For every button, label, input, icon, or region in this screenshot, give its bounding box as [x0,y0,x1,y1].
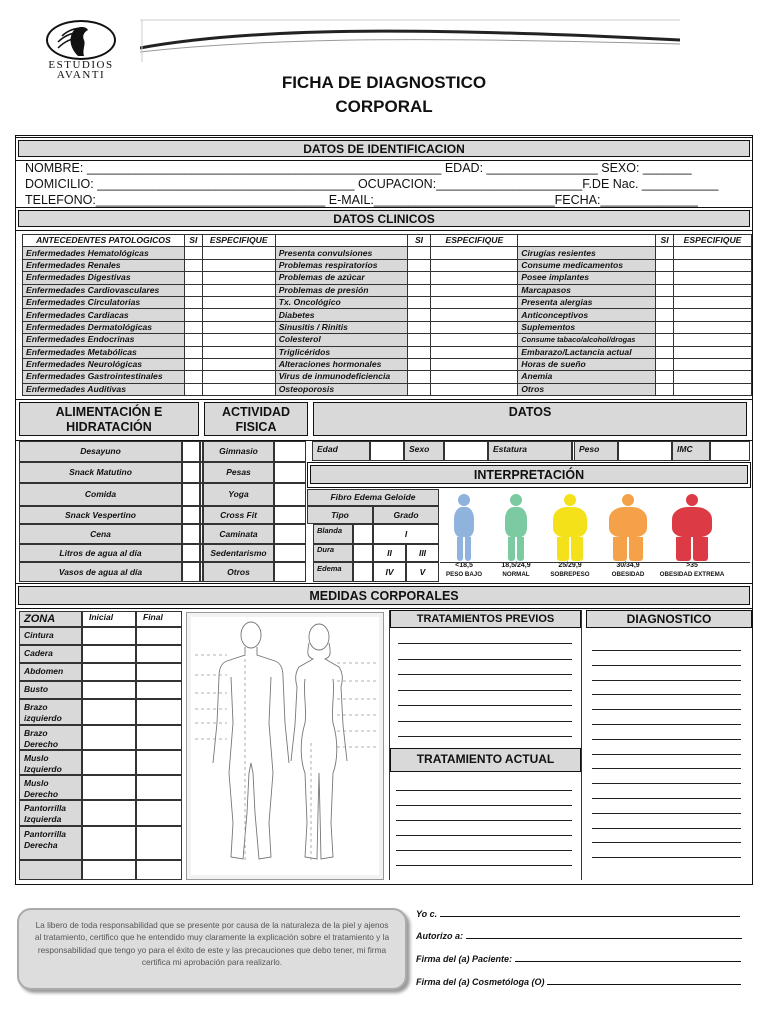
especifique-field[interactable] [431,259,518,271]
alimentacion-item: Cena [19,524,182,544]
alimentacion-check[interactable] [182,441,200,462]
identificacion-header: DATOS DE IDENTIFICACION [18,140,750,157]
tipo-label: Dura [313,544,353,562]
actividad-item: Sedentarismo [203,544,274,562]
si-checkbox[interactable] [407,284,431,296]
actividad-item: Pesas [203,462,274,483]
datos-header: DATOS [313,402,747,436]
actividad-check[interactable] [274,544,306,562]
especifique-field[interactable] [202,309,275,321]
alimentacion-check[interactable] [182,462,200,483]
datos-imc-label: IMC [672,441,710,461]
condition-label: Problemas de azúcar [275,272,407,284]
condition-label: Otros [518,383,656,395]
especifique-field[interactable] [674,358,752,370]
bmi-figure-icon [553,494,587,562]
especifique-field[interactable] [202,284,275,296]
condition-label: Consume medicamentos [518,259,656,271]
condition-label: Virus de inmunodeficiencia [275,371,407,383]
inicial-field[interactable] [82,645,136,663]
interpretacion-header-wrap [307,462,751,488]
zona-label: Cadera [19,645,82,663]
telefono-field[interactable]: TELEFONO:_________________________________ E-MAIL:__________________________FECHA:______________ [25,193,698,207]
si-checkbox[interactable] [656,383,674,395]
writing-line[interactable] [592,739,741,740]
yo-label: Yo c. [416,909,438,919]
diagnostico-header: DIAGNOSTICO [586,610,752,628]
especifique-field[interactable] [202,358,275,370]
final-field[interactable] [136,826,182,860]
condition-label: Enfermedades Neurológicas [23,358,185,370]
si-checkbox[interactable] [656,272,674,284]
especifique-field[interactable] [674,259,752,271]
yo-field[interactable] [416,908,740,919]
condition-label: Diabetes [275,309,407,321]
tratamientos-previos-header: TRATAMIENTOS PREVIOS [390,610,581,628]
writing-line[interactable] [592,828,741,829]
especifique-field[interactable] [431,346,518,358]
col3-header [518,235,656,247]
especifique-header: ESPECIFIQUE [431,235,518,247]
fnac-label: F.DE Nac. [582,177,639,191]
clinicos-header: DATOS CLINICOS [18,210,750,227]
condition-label: Marcapasos [518,284,656,296]
writing-line[interactable] [396,850,572,851]
final-header: Final [136,611,182,627]
especifique-header: ESPECIFIQUE [674,235,752,247]
si-checkbox[interactable] [184,371,202,383]
si-checkbox[interactable] [407,296,431,308]
condition-label: Enfermedades Gastrointestinales [23,371,185,383]
final-field[interactable] [136,663,182,681]
medidas-header-wrap [15,583,753,609]
consent-text: La libero de toda responsabilidad que se presente por causa de la naturaleza de la piel y ajenos al tratamiento, certifico que he entendido muy claramente la explicación sobre el tratamiento y la responsabilidad que tengo yo para el éxito de este y las precauciones que debo tener, mi firma certifica mi aprobación para realizarlo. [17,908,407,990]
zona-label: Pantorrilla Izquierda [19,800,82,826]
nombre-label: NOMBRE: [25,161,84,175]
writing-line[interactable] [592,813,741,814]
actividad-check[interactable] [274,562,306,582]
bmi-figure-icon [672,494,712,562]
zona-label: Abdomen [19,663,82,681]
alimentacion-item: Snack Matutino [19,462,182,483]
si-checkbox[interactable] [184,321,202,333]
writing-line[interactable] [398,674,572,675]
datos-value-field[interactable] [370,441,404,461]
final-field[interactable] [136,750,182,775]
si-checkbox[interactable] [407,346,431,358]
condition-label: Alteraciones hormonales [275,358,407,370]
writing-line[interactable] [592,798,741,799]
bmi-range: 18,5/24,9 [501,562,531,569]
si-checkbox[interactable] [184,358,202,370]
si-checkbox[interactable] [656,247,674,259]
si-checkbox[interactable] [184,272,202,284]
especifique-field[interactable] [674,321,752,333]
especifique-field[interactable] [431,272,518,284]
alimentacion-check[interactable] [182,524,200,544]
inicial-field[interactable] [82,750,136,775]
condition-label: Problemas respiratorios [275,259,407,271]
zona-header: ZONA [19,611,82,627]
bmi-range: 25/29,9 [558,562,582,569]
si-checkbox[interactable] [656,334,674,346]
bmi-range: >35 [686,562,698,569]
col2-header [275,235,407,247]
si-checkbox[interactable] [184,296,202,308]
domicilio-label: DOMICILIO: [25,177,94,191]
brand-name-line2: AVANTI [56,69,106,81]
alimentacion-item: Comida [19,483,182,506]
tipo-label: Blanda [313,524,353,544]
bmi-label: OBESIDAD EXTREMA [659,571,725,578]
grado-III[interactable]: III [406,544,439,562]
condition-label: Osteoporosis [275,383,407,395]
especifique-field[interactable] [674,309,752,321]
writing-line[interactable] [592,754,741,755]
especifique-field[interactable] [674,346,752,358]
edad-label: EDAD: [444,161,484,175]
actividad-check[interactable] [274,524,306,544]
bmi-figure-icon [505,494,527,562]
zona-label: Cintura [19,627,82,645]
final-field[interactable] [136,725,182,750]
datos-estatura-label: Estatura [488,441,572,461]
tipo-label: Edema [313,562,353,582]
writing-line[interactable] [592,842,741,843]
clinicos-table [22,234,752,396]
writing-line[interactable] [398,659,572,660]
condition-label: Consume tabaco/alcohol/drogas [518,334,656,346]
especifique-field[interactable] [674,371,752,383]
condition-label: Embarazo/Lactancia actual [518,346,656,358]
final-field[interactable] [136,800,182,826]
inicial-field[interactable] [82,699,136,725]
especifique-header: ESPECIFIQUE [202,235,275,247]
especifique-field[interactable] [674,383,752,395]
si-checkbox[interactable] [407,371,431,383]
grado-header: Grado [373,506,439,524]
datos-peso-label: Peso [574,441,618,461]
writing-line[interactable] [592,857,741,858]
sexo-label: SEXO: [601,161,640,175]
si-checkbox[interactable] [407,334,431,346]
si-checkbox[interactable] [656,371,674,383]
inicial-field[interactable] [82,775,136,800]
si-header: SI [184,235,202,247]
face-profile-icon [48,22,114,60]
writing-line[interactable] [398,643,572,644]
writing-line[interactable] [398,721,572,722]
writing-line[interactable] [398,690,572,691]
especifique-field[interactable] [202,334,275,346]
bmi-range: 30/34,9 [616,562,640,569]
bmi-label: SOBREPESO [550,571,590,578]
datos-value-field[interactable] [618,441,672,461]
zona-label: Pantorrilla Derecha [19,826,82,860]
autorizo-field[interactable] [416,930,742,941]
fibro-edema-label: Fibro Edema Geloide [307,489,439,506]
tipo-check[interactable] [353,562,373,582]
tipo-check[interactable] [353,524,373,544]
especifique-field[interactable] [202,383,275,395]
nombre-field[interactable]: NOMBRE: ___________________________________________________ EDAD: ________________ SEXO: _______ [25,161,692,175]
especifique-field[interactable] [431,383,518,395]
grado-V[interactable]: V [406,562,439,582]
si-checkbox[interactable] [656,321,674,333]
interpretacion-header: INTERPRETACIÓN [310,465,748,484]
writing-line[interactable] [396,820,572,821]
si-checkbox[interactable] [184,383,202,395]
condition-label: Enfermedades Endocrinas [23,334,185,346]
final-field[interactable] [136,860,182,880]
zona-label: Muslo Derecho [19,775,82,800]
especifique-field[interactable] [431,358,518,370]
final-field[interactable] [136,627,182,645]
inicial-field[interactable] [82,681,136,699]
datos-edad-label: Edad [312,441,370,461]
inicial-field[interactable] [82,725,136,750]
inicial-field[interactable] [82,826,136,860]
inicial-field[interactable] [82,860,136,880]
actividad-item: Otros [203,562,274,582]
condition-label: Enfermedades Renales [23,259,185,271]
especifique-field[interactable] [674,284,752,296]
si-checkbox[interactable] [656,296,674,308]
final-field[interactable] [136,775,182,800]
alimentacion-check[interactable] [182,544,200,562]
si-checkbox[interactable] [407,272,431,284]
header-swoosh [140,18,680,62]
actividad-item: Gimnasio [203,441,274,462]
si-checkbox[interactable] [656,358,674,370]
tratamiento-actual-header: TRATAMIENTO ACTUAL [390,748,581,772]
especifique-field[interactable] [202,247,275,259]
writing-line[interactable] [396,805,572,806]
writing-line[interactable] [396,790,572,791]
writing-line[interactable] [592,783,741,784]
actividad-item: Cross Fit [203,506,274,524]
condition-label: Enfermedades Hematológicas [23,247,185,259]
grado-I[interactable]: I [373,524,439,544]
especifique-field[interactable] [431,284,518,296]
writing-line[interactable] [592,650,741,651]
especifique-field[interactable] [674,272,752,284]
inicial-header: Inicial [82,611,136,627]
brand-name-line1: ESTUDIOS [48,59,114,71]
especifique-field[interactable] [431,321,518,333]
tipo-header: Tipo [307,506,373,524]
condition-label: Problemas de presión [275,284,407,296]
especifique-field[interactable] [202,321,275,333]
condition-label: Sinusitis / Rinitis [275,321,407,333]
condition-label: Triglicéridos [275,346,407,358]
writing-line[interactable] [592,768,741,769]
si-checkbox[interactable] [184,259,202,271]
final-field[interactable] [136,699,182,725]
condition-label: Enfermedades Circulatorias [23,296,185,308]
condition-label: Colesterol [275,334,407,346]
grado-IV[interactable]: IV [373,562,406,582]
writing-line[interactable] [398,705,572,706]
si-checkbox[interactable] [407,259,431,271]
si-checkbox[interactable] [656,259,674,271]
actividad-check[interactable] [274,441,306,462]
zona-label: Brazo Derecho [19,725,82,750]
page-title: FICHA DE DIAGNOSTICO [281,73,487,92]
zona-label: Busto [19,681,82,699]
especifique-field[interactable] [202,259,275,271]
si-checkbox[interactable] [656,309,674,321]
alimentacion-item: Desayuno [19,441,182,462]
condition-label: Suplementos [518,321,656,333]
final-field[interactable] [136,681,182,699]
telefono-label: TELEFONO: [25,193,96,207]
alimentacion-item: Snack Vespertino [19,506,182,524]
zona-label: Muslo Izquierdo [19,750,82,775]
zona-label-empty [19,860,82,880]
firma-paciente-label: Firma del (a) Paciente: [416,954,513,964]
si-header: SI [407,235,431,247]
condition-label: Anticonceptivos [518,309,656,321]
condition-label: Tx. Oncológico [275,296,407,308]
firma-cosmetologa-label: Firma del (a) Cosmetóloga (O) [416,977,545,987]
especifique-field[interactable] [431,247,518,259]
grado-II[interactable]: II [373,544,406,562]
condition-label: Cirugías resientes [518,247,656,259]
alimentacion-item: Litros de agua al día [19,544,182,562]
identificacion-header-wrap [15,137,753,161]
bmi-label: PESO BAJO [445,571,483,578]
actividad-check[interactable] [274,483,306,506]
bmi-label: NORMAL [502,571,530,578]
inicial-field[interactable] [82,663,136,681]
tratamientos-column [389,610,582,880]
tipo-check[interactable] [353,544,373,562]
condition-label: Presenta alergias [518,296,656,308]
inicial-field[interactable] [82,627,136,645]
si-checkbox[interactable] [407,309,431,321]
datos-value-field[interactable] [444,441,488,461]
actividad-check[interactable] [274,506,306,524]
alimentacion-check[interactable] [182,483,200,506]
especifique-field[interactable] [674,247,752,259]
condition-label: Enfermedades Metabólicas [23,346,185,358]
antecedentes-header: ANTECEDENTES PATOLOGICOS [23,235,185,247]
condition-label: Enfermedades Cardiacas [23,309,185,321]
bmi-figure-icon [454,494,474,562]
especifique-field[interactable] [202,296,275,308]
logo-emblem [46,20,116,60]
condition-label: Enfermedades Auditivas [23,383,185,395]
si-checkbox[interactable] [184,334,202,346]
bmi-figure-icon [609,494,647,562]
email-label: E-MAIL: [328,193,374,207]
especifique-field[interactable] [431,309,518,321]
especifique-field[interactable] [202,371,275,383]
si-checkbox[interactable] [184,247,202,259]
especifique-field[interactable] [431,334,518,346]
especifique-field[interactable] [431,371,518,383]
writing-line[interactable] [592,694,741,695]
condition-label: Presenta convulsiones [275,247,407,259]
condition-label: Enfermedades Dermatológicas [23,321,185,333]
writing-line[interactable] [396,865,572,866]
si-checkbox[interactable] [656,346,674,358]
si-header: SI [656,235,674,247]
datos-value-field[interactable] [710,441,750,461]
actividad-item: Yoga [203,483,274,506]
writing-line[interactable] [396,835,572,836]
si-checkbox[interactable] [407,321,431,333]
writing-line[interactable] [592,665,741,666]
writing-line[interactable] [592,680,741,681]
writing-line[interactable] [592,709,741,710]
autorizo-label: Autorizo a: [416,931,463,941]
si-checkbox[interactable] [407,358,431,370]
actividad-item: Caminata [203,524,274,544]
condition-label: Horas de sueño [518,358,656,370]
body-diagram-panel [186,612,384,880]
final-field[interactable] [136,645,182,663]
firma-paciente-field[interactable] [416,953,741,964]
condition-label: Anemia [518,371,656,383]
writing-line[interactable] [398,736,572,737]
condition-label: Enfermedades Cardiovasculares [23,284,185,296]
si-checkbox[interactable] [184,346,202,358]
condition-label: Enfermedades Digestivas [23,272,185,284]
especifique-field[interactable] [202,346,275,358]
bmi-baseline [440,562,750,563]
inicial-field[interactable] [82,800,136,826]
clinicos-header-wrap [15,207,753,231]
alimentacion-check[interactable] [182,562,200,582]
si-checkbox[interactable] [656,284,674,296]
si-checkbox[interactable] [407,383,431,395]
bmi-range: <18,5 [455,562,473,569]
condition-label: Posee implantes [518,272,656,284]
especifique-field[interactable] [674,296,752,308]
si-checkbox[interactable] [184,284,202,296]
especifique-field[interactable] [674,334,752,346]
especifique-field[interactable] [431,296,518,308]
ocupacion-label: OCUPACION: [357,177,437,191]
medidas-header: MEDIDAS CORPORALES [18,586,750,605]
datos-sexo-label: Sexo [404,441,444,461]
alimentacion-check[interactable] [182,506,200,524]
zona-label: Brazo izquierdo [19,699,82,725]
page-subtitle: CORPORAL [335,97,433,116]
especifique-field[interactable] [202,272,275,284]
bmi-label: OBESIDAD [611,571,645,578]
alimentacion-item: Vasos de agua al día [19,562,182,582]
actividad-check[interactable] [274,462,306,483]
si-checkbox[interactable] [407,247,431,259]
si-checkbox[interactable] [184,309,202,321]
firma-cosmetologa-field[interactable] [416,976,741,987]
fecha-label: FECHA: [554,193,601,207]
domicilio-field[interactable]: DOMICILIO: _____________________________________ OCUPACION:_____________________F.DE Nac. ___________ [25,177,719,191]
actividad-header: ACTIVIDAD FISICA [204,402,308,436]
writing-line[interactable] [592,724,741,725]
body-silhouette-icon [187,613,383,879]
alimentacion-header: ALIMENTACIÓN E HIDRATACIÓN [19,402,199,436]
